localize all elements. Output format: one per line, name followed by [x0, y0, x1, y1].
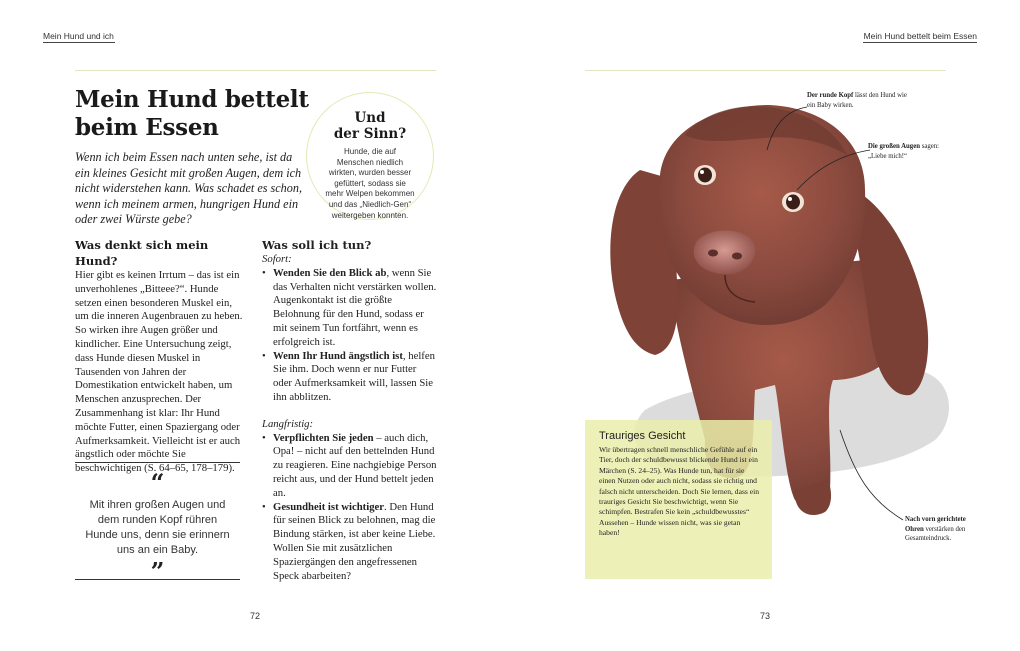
right-page-top-rule — [585, 70, 946, 71]
list-item: • Wenn Ihr Hund ängstlich ist, helfen Sie ihm. Doch wenn er nur Futter oder Aufmerksamkeit will, lassen Sie ihn abblitzen. — [262, 350, 438, 405]
lead-paragraph: Wenn ich beim Essen nach unten sehe, ist da ein kleines Gesicht mit großen Augen, dem ich nicht widerstehen kann. Was schadet es schon, wenn ich meinem armen, hungrigen Hund ein oder zwei Würste gebe? — [75, 150, 303, 226]
quote-close-mark: ” — [150, 557, 165, 586]
running-head-left: Mein Hund und ich — [43, 31, 114, 41]
list-item: • Verpflichten Sie jeden – auch dich, Opa! – nicht auf den bettelnden Hund zu reagieren. Eine nachgiebige Person reicht aus, und der Hund bettelt jeden an. — [262, 432, 438, 501]
page-number-right: 73 — [760, 611, 771, 621]
pull-quote — [75, 462, 240, 586]
running-head-right-underline — [863, 42, 977, 43]
sense-circle — [306, 92, 434, 220]
langfristig-label: Langfristig: — [262, 417, 314, 430]
list-item: • Gesundheit ist wichtiger. Den Hund für seinen Blick zu belohnen, mag die Bindung stärken, ist aber keine Liebe. Wollen Sie mit zusätzlichen Spaziergängen den angefressenen Speck abarbeiten? — [262, 501, 438, 584]
running-head-left-underline — [43, 42, 115, 43]
dog-left-eye-highlight — [700, 170, 704, 174]
list-item: • Wenden Sie den Blick ab, wenn Sie das Verhalten nicht verstärken wollen. Augenkontakt ist die größte Belohnung für den Hund, sodass er mit seinem Tun fortfährt, wenn es erfolgreich ist. — [262, 267, 438, 350]
sad-face-box-text: Wir übertragen schnell menschliche Gefühle auf ein Tier, doch der schuldbewusst blickende Hund ist ein Märchen (S. 24–25). Was Hunde tun, hat für sie einen Nutzen oder auch nicht, sodass sie richtig und falsch nicht unterscheiden. Doch Sie lernen, dass ein trauriges Gesicht Sie beschwichtigt, wenn Sie schimpfen. Bestrafen Sie kein „schuldbewusstes“ Aussehen – Hunde wissen nicht, was sie getan haben! — [599, 445, 760, 538]
annotation-eyes: Die großen Augen sagen: „Liebe mich!“ — [868, 143, 940, 160]
sofort-list — [262, 267, 438, 405]
page-title-line-2: beim Essen — [75, 114, 219, 141]
annotation-ears: Nach vorn gerichtete Ohren verstärken den Gesamteindruck. — [905, 516, 966, 542]
column-what-thinks — [75, 237, 247, 476]
langfristig-list — [262, 432, 438, 584]
sense-circle-title: Und der Sinn? — [333, 110, 407, 142]
annotation-head: Der runde Kopf lässt den Hund wie ein Baby wirken. — [807, 92, 907, 109]
dog-nostril-right — [732, 253, 742, 260]
left-page-top-rule — [75, 70, 436, 71]
quote-open-mark: “ — [150, 468, 165, 497]
dog-right-eye — [786, 195, 800, 210]
page-title-line-1: Mein Hund bettelt — [75, 86, 309, 113]
running-head-right: Mein Hund bettelt beim Essen — [863, 31, 977, 41]
sad-face-box-title: Trauriges Gesicht — [599, 430, 686, 442]
dog-right-eye-highlight — [788, 197, 792, 201]
col1-heading: Was denkt sich mein Hund? — [75, 238, 209, 268]
sad-face-box — [585, 420, 772, 579]
col2-heading: Was soll ich tun? — [262, 238, 372, 252]
page-title — [75, 86, 309, 142]
column-what-to-do — [262, 237, 438, 583]
page-number-left: 72 — [250, 611, 261, 621]
dog-nostril-left — [708, 250, 718, 257]
quote-text: Mit ihren großen Augen und dem runden Kopf rühren Hunde uns, denn sie erinnern uns an ein Baby. — [85, 499, 230, 556]
col1-text: Hier gibt es keinen Irrtum – das ist ein unverhohlenes „Bitteee?“. Hunde setzen einen besonderen Muskel ein, um die inneren Augenbrauen zu heben. So wirken ihre Augen größer und kindlicher. Eine Untersuchung zeigt, dass Hunde diesen Muskel in Tausenden von Jahren der Domestikation entwickelt haben, um Menschen anzusprechen. Der Zusammenhang ist klar: Ihr Hund möchte Futter, einen Spaziergang oder Aufmerksamkeit. Vielleicht ist er auch ängstlich oder möchte Sie beschwichtigen (S. 64–65, 178–179). — [75, 269, 243, 475]
dog-left-eye — [698, 168, 712, 183]
sense-circle-text: Hunde, die auf Menschen niedlich wirkten, wurden besser gefüttert, sodass sie mehr Welpen bekommen und das „Niedlich-Gen“ weitergeben konnten. — [325, 147, 415, 220]
dog-nose — [694, 231, 756, 275]
sofort-label: Sofort: — [262, 253, 292, 265]
